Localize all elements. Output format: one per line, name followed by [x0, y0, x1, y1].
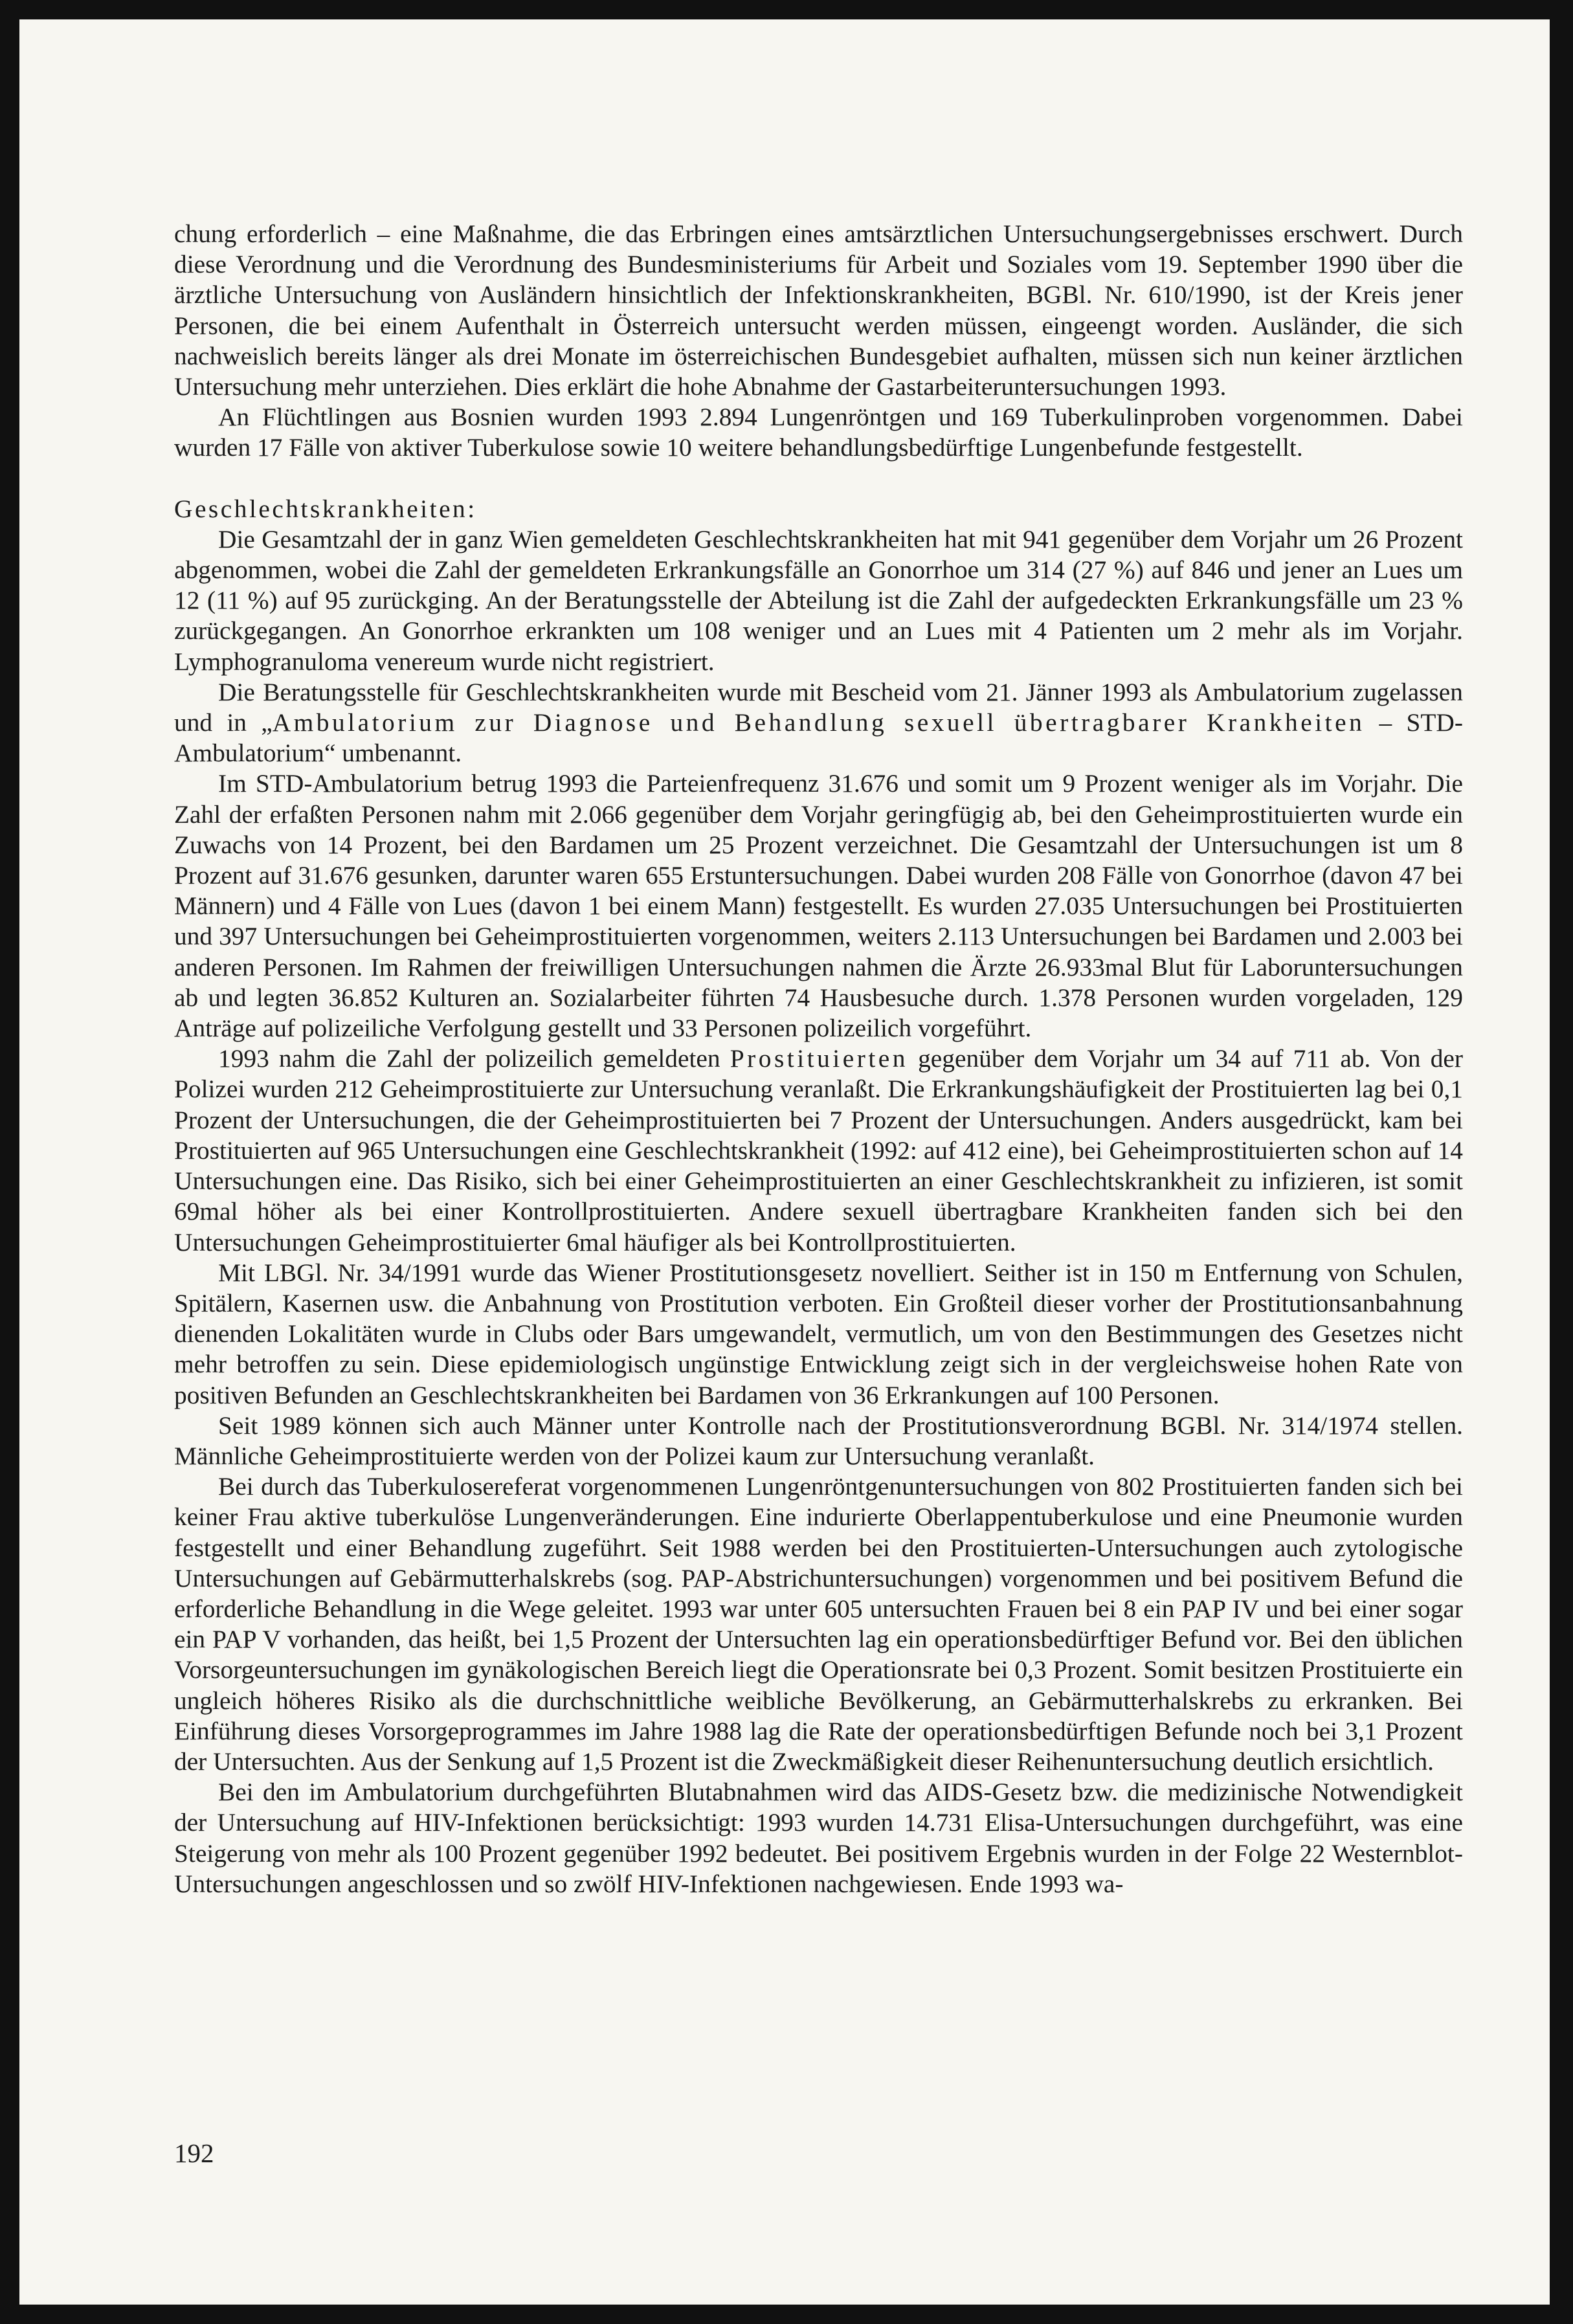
prostituierten-spaced: Prostituierten — [730, 1044, 908, 1073]
intro-paragraph-2: An Flüchtlingen aus Bosnien wurden 1993 2.894 Lungenröntgen und 169 Tuberkulinproben vorgenommen. Dabei wurden 17 Fälle von aktiver Tuberkulose sowie 10 weitere behandlungsbedürftige Lungenbefunde festgestellt. — [174, 403, 1463, 462]
section-paragraph-6: Seit 1989 können sich auch Männer unter Kontrolle nach der Prostitutionsverordnung BGBl. Nr. 314/1974 stellen. Männliche Geheimprostituierte werden von der Polizei kaum zur Untersuchung veranlaßt. — [174, 1411, 1463, 1470]
section-paragraph-1: Die Gesamtzahl der in ganz Wien gemeldeten Geschlechtskrankheiten hat mit 941 gegenüber dem Vorjahr um 26 Prozent abgenommen, wobei die Zahl der gemeldeten Erkrankungsfälle an Gonorrhoe um 314 (27 %) auf 846 und jener an Lues um 12 (11 %) auf 95 zurückging. An der Beratungsstelle der Abteilung ist die Zahl der aufgedeckten Erkrankungsfälle um 23 % zurückgegangen. An Gonorrhoe erkrankten um 108 weniger und an Lues mit 4 Patienten um 2 mehr als im Vorjahr. Lymphogranuloma venereum wurde nicht registriert. — [174, 524, 1463, 676]
paragraph-4-text-end: gegenüber dem Vorjahr um 34 auf 711 ab. Von der Polizei wurden 212 Geheimprostituierte zur Untersuchung veranlaßt. Die Erkrankungshäufigkeit der Prostituierten lag bei 0,1 Prozent der Untersuchungen, die der Geheimprostituierten bei 7 Prozent der Untersuchungen. Anders ausgedrückt, kam bei Prostituierten auf 965 Untersuchungen eine Geschlechtskrankheit (1992: auf 412 eine), bei Geheimprostituierten schon auf 14 Untersuchungen eine. Das Risiko, sich bei einer Geheimprostituierten an einer Geschlechtskrankheit zu infizieren, ist somit 69mal höher als bei einer Kontrollprostituierten. Andere sexuell übertragbare Krankheiten fanden sich bei den Untersuchungen Geheimprostituierter 6mal häufiger als bei Kontrollprostituierten. — [174, 1044, 1463, 1257]
section-paragraph-5: Mit LBGl. Nr. 34/1991 wurde das Wiener Prostitutionsgesetz novelliert. Seither ist in 150 m Entfernung von Schulen, Spitälern, Kasernen usw. die Anbahnung von Prostitution verboten. Ein Großteil dieser vorher der Prostitutionsanbahnung dienenden Lokalitäten wurde in Clubs oder Bars umgewandelt, vermutlich, um von den Bestimmungen des Gesetzes nicht mehr betroffen zu sein. Diese epidemiologisch ungünstige Entwicklung zeigt sich in der vergleichsweise hohen Rate von positiven Befunden an Geschlechtskrankheiten bei Bardamen von 36 Erkrankungen auf 100 Personen. — [174, 1258, 1463, 1409]
section-paragraph-8: Bei den im Ambulatorium durchgeführten Blutabnahmen wird das AIDS-Gesetz bzw. die medizinische Notwendigkeit der Untersuchung auf HIV-Infektionen berücksichtigt: 1993 wurden 14.731 Elisa-Untersuchungen durchgeführt, was eine Steigerung von mehr als 100 Prozent gegenüber 1992 bedeutet. Bei positivem Ergebnis wurden in der Folge 22 Westernblot-Untersuchungen angeschlossen und so zwölf HIV-Infektionen nachgewiesen. Ende 1993 wa- — [174, 1778, 1463, 1898]
section-heading: Geschlechtskrankheiten: — [174, 494, 477, 523]
section-paragraph-4 — [174, 1044, 1463, 1257]
section-paragraph-3: Im STD-Ambulatorium betrug 1993 die Parteienfrequenz 31.676 und somit um 9 Prozent weniger als im Vorjahr. Die Zahl der erfaßten Personen nahm mit 2.066 gegenüber dem Vorjahr geringfügig ab, bei den Geheimprostituierten wurde ein Zuwachs von 14 Prozent, bei den Bardamen um 25 Prozent verzeichnet. Die Gesamtzahl der Untersuchungen ist um 8 Prozent auf 31.676 gesunken, darunter waren 655 Erstuntersuchungen. Dabei wurden 208 Fälle von Gonorrhoe (davon 47 bei Männern) und 4 Fälle von Lues (davon 1 bei einem Mann) festgestellt. Es wurden 27.035 Untersuchungen bei Prostituierten und 397 Untersuchungen bei Geheimprostituierten vorgenommen, weiters 2.113 Untersuchungen bei Bardamen und 2.003 bei anderen Personen. Im Rahmen der freiwilligen Untersuchungen nahmen die Ärzte 26.933mal Blut für Laboruntersuchungen ab und legten 36.852 Kulturen an. Sozialarbeiter führten 74 Hausbesuche durch. 1.378 Personen wurden vorgeladen, 129 Anträge auf polizeiliche Verfolgung gestellt und 33 Personen polizeilich vorgeführt. — [174, 769, 1463, 1043]
section-paragraph-2 — [174, 677, 1463, 769]
ambulatorium-name-spaced: Ambulatorium zur Diagnose und Behandlung sexuell übertragbarer Krankheiten — [272, 708, 1365, 737]
section-paragraph-7: Bei durch das Tuberkulosereferat vorgenommenen Lungenröntgenuntersuchungen von 802 Prostituierten fanden sich bei keiner Frau aktive tuberkulöse Lungenveränderungen. Eine indurierte Oberlappentuberkulose und eine Pneumonie wurden festgestellt und einer Behandlung zugeführt. Seit 1988 werden bei den Prostituierten-Untersuchungen auch zytologische Untersuchungen auf Gebärmutterhalskrebs (sog. PAP-Abstrichuntersuchungen) vorgenommen und bei positivem Befund die erforderliche Behandlung in die Wege geleitet. 1993 war unter 605 untersuchten Frauen bei 8 ein PAP IV und bei einer sogar ein PAP V vorhanden, das heißt, bei 1,5 Prozent der Untersuchten lag ein operationsbedürftiger Befund vor. Bei den üblichen Vorsorgeuntersuchungen im gynäkologischen Bereich liegt die Operationsrate bei 0,3 Prozent. Somit besitzen Prostituierte ein ungleich höheres Risiko als die durchschnittliche weibliche Bevölkerung, an Gebärmutterhalskrebs zu erkranken. Bei Einführung dieses Vorsorgeprogrammes im Jahre 1988 lag die Rate der operationsbedürftigen Befunde noch bei 3,1 Prozent der Untersuchten. Aus der Senkung auf 1,5 Prozent ist die Zweckmäßigkeit dieser Reihenuntersuchung deutlich ersichtlich. — [174, 1472, 1463, 1776]
document-page — [19, 19, 1550, 2305]
intro-paragraph-1: chung erforderlich – eine Maßnahme, die das Erbringen eines amtsärztlichen Untersuchungsergebnisses erschwert. Durch diese Verordnung und die Verordnung des Bundesministeriums für Arbeit und Soziales vom 19. September 1990 über die ärztliche Untersuchung von Ausländern hinsichtlich der Infektionskrankheiten, BGBl. Nr. 610/1990, ist der Kreis jener Personen, die bei einem Aufenthalt in Österreich untersucht werden müssen, eingeengt worden. Ausländer, die sich nachweislich bereits länger als drei Monate im österreichischen Bundesgebiet aufhalten, müssen sich nun keiner ärztlichen Untersuchung mehr unterziehen. Dies erklärt die hohe Abnahme der Gastarbeiteruntersuchungen 1993. — [174, 219, 1463, 401]
paragraph-2-text-end: – STD-Ambulatorium“ umbenannt. — [174, 708, 1463, 768]
paragraph-2-text-start: Die Beratungsstelle für Geschlechtskrankheiten wurde mit Bescheid vom 21. Jänner 1993 als Ambulatorium zugelassen und in „ — [174, 677, 1463, 737]
paragraph-4-text-start: 1993 nahm die Zahl der polizeilich gemeldeten — [218, 1044, 730, 1073]
page-number: 192 — [174, 2138, 214, 2168]
body-text — [174, 219, 1463, 1899]
